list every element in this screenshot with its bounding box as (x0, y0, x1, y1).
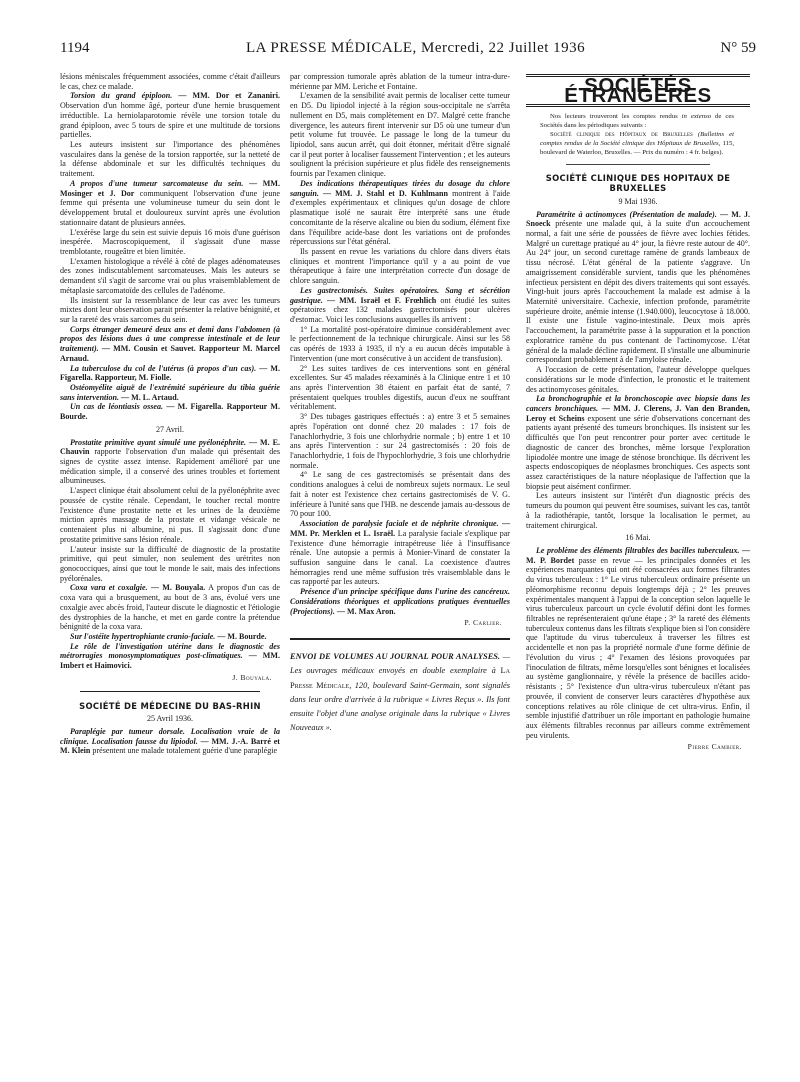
column-3 (526, 72, 750, 758)
notice-bulletin: (Bulletins et comptes rendus de la Société clinique des Hôpitaux de Bruxelles, (540, 131, 735, 147)
article-title: Paraplégie par tumeur dorsale. Localisation vraie de la clinique. Localisation fausse du lipiodol. (60, 727, 280, 746)
article-authors: — M. Figarella. Rapporteur, M. Fiolle. (60, 363, 280, 383)
notice-emphasis: in extenso (681, 113, 712, 121)
article-title: Ostéomyélite aiguë de l'extrémité supérieure du tibia guérie sans intervention. (60, 383, 280, 402)
article-authors: — M. Max Aron. (336, 606, 396, 616)
envoi-text: — Les ouvrages médicaux envoyés en double exemplaire à (290, 651, 511, 676)
article-title: A propos d'une tumeur sarcomateuse du sein. (70, 178, 244, 188)
paragraph: Les auteurs insistent sur l'intérêt d'un diagnostic précis des tumeurs du poumon qui peuvent être soumises, suivant les cas, tantôt à la radiothérapie, tantôt, lorsque la localisation le permet, au traitement chirurgical. (526, 491, 750, 530)
notice-text: Nos lecteurs trouveront les comptes rendus (550, 113, 678, 121)
section-title: SOCIÉTÉS ÉTRANGÈRES (526, 74, 750, 107)
paragraph: 3° Des tubages gastriques effectués : a) entre 3 et 5 semaines après l'opération ont donné chez 20 malades : 17 fois de l'anachlorhydrie, 3 fois une chlorhydrie normale ; b) entre 1 et 10 ans après l'intervention : sur 24 gastrectomisés : 20 fois de l'anachlorhydrie, 1 fois de l'hypochlorhydrie, 3 fois une chlorhydrie normale. (290, 412, 510, 470)
article-tuberculose-col (60, 364, 280, 383)
article-osteomyelite (60, 383, 280, 402)
article-bronchographie (526, 394, 750, 491)
journal-name: La Presse Médicale (290, 666, 510, 690)
signature: P. Carlier. (464, 618, 502, 628)
article-authors: — MM. Mosinger et J. Dor (60, 178, 280, 198)
article-authors: — MM. Dor et Zananiri. (178, 91, 280, 101)
article-elements-filtrables (526, 546, 750, 740)
paragraph: 4° Le sang de ces gastrectomisés se présentait dans des conditions analogues à celui de nombreux sujets normaux. Le seul fait à noter est l'existence chez certains gastrectomisés de V. G. inférieure à l'unité sans que l'HB. ne descende jamais au-dessous de 70 pour 100. (290, 470, 510, 519)
page-number: 1194 (60, 40, 90, 56)
paragraph: Les auteurs insistent sur l'importance des phénomènes vasculaires dans la genèse de la torsion rapportée, sur la netteté de la défense abdominale et sur les difficultés techniques du traitement. (60, 140, 280, 179)
paragraph: Ils passent en revue les variations du chlore dans divers états cliniques et montrent l'importance qu'il y a au point de vue thérapeutique à faire une interprétation correcte d'un dosage de chlore sanguin. (290, 246, 510, 286)
article-osteite (60, 632, 280, 642)
article-sarcome (60, 179, 280, 228)
session-date: 27 Avril. (155, 424, 184, 434)
article-paraplegie (60, 727, 280, 756)
paragraph: 2° Les suites tardives de ces interventions sont en général excellentes. Sur 45 malades réexaminés à la Clinique entre 1 et 10 ans après l'intervention 38 étaient en parfait état de santé, 7 présentaient quelques troubles digestifs, aucun d'eux ne souffrant véritablement. (290, 363, 510, 412)
paragraph: L'aspect clinique était absolument celui de la pyélonéphrite avec poussée de cystite rénale. Cependant, le toucher rectal montre l'existence d'une prostatite nette et les urines de la deuxième miction après massage de la prostate et vidange vésicale ne contenaient plus ni albumine, ni pus. Il s'agissait donc d'une prostatite primitive sans lésion rénale. (60, 486, 280, 544)
article-title: La bronchographie et la bronchoscopie avec biopsie dans les cancers bronchiques. (526, 394, 750, 413)
article-authors: — M. Figarella. Rapporteur M. Bourde. (60, 402, 281, 422)
paragraph: 1° La mortalité post-opératoire diminue considérablement avec le perfectionnement de la technique chirurgicale. Ainsi sur les 58 cas opérés de 1933 à 1935, il n'y a eu aucun décès imputable à l'intervention (une mort consécutive à un accident de transfusion). (290, 324, 510, 363)
article-authors: — MM. J. Clerens, J. Van den Branden, Leroy et Scheins (526, 403, 750, 423)
society-heading: SOCIÉTÉ DE MÉDECINE DU BAS-RHIN (79, 700, 261, 711)
article-authors: — M. P. Bordet (526, 546, 751, 565)
article-authors: — M. L. Artaud. (121, 392, 179, 402)
article-authors: — MM. Imbert et Haimovici. (60, 651, 280, 671)
article-title: Sur l'ostéite hypertrophiante cranio-faciale. (70, 631, 216, 641)
subscription-notice (526, 113, 750, 157)
signature: J. Bouyala. (232, 672, 272, 682)
envoi-title: ENVOI DE VOLUMES AU JOURNAL POUR ANALYSES. (290, 651, 501, 661)
article-authors: — MM. J. Stahl et D. Kuhlmann (322, 188, 448, 198)
article-title: Les gastrectomisés. Suites opératoires. Sang et sécrétion gastrique. (290, 285, 510, 305)
page-header (60, 40, 756, 60)
session-date: 25 Avril 1936. (146, 714, 194, 724)
article-paralysie-faciale (290, 519, 510, 587)
notice-line (540, 113, 734, 131)
article-text: passe en revue — les principales données et les expériences marquantes qui ont été consacrées aux formes filtrantes du virus tuberculeux : 1° Le virus tuberculeux ordinaire présente un pléomorphisme reconnu depuis longtemps déjà ; 2° les preuves expérimentales manquent à l'appui de la conception selon laquelle le virus tuberculeux parcourt un cycle évolutif défini dont les formes filtrables ne représenteraient qu'une étape ; 3° la rareté des éléments tuberculeux contenus dans les filtrats s'explique bien si l'on considère que l'aptitude du virus tuberculeux à traverser les filtres est accidentelle et non pas la propriété normale d'une forme définie de l'évolution du virus ; 4° l'examen des lésions provoquées par l'inoculation de filtrats, même lorsqu'elles sont bénignes et localisées au système ganglionnaire, y révèle la présence de bacilles acido-résistants ; 5° l'existence d'un ultra-virus tuberculeux n'étant pas prouvée, il convient de conserver leurs caractères d'hypothèse aux conceptions relatives au rôle clinique de cet ultra-virus. Enfin, il semble injustifié d'attribuer un rôle important en pathologie humaine aux éléments filtrables reconnus par ailleurs comme extrêmement peu virulents. (526, 555, 750, 740)
article-text: A propos d'un cas de coxa vara qui a brusquement, au bout de 3 ans, évolué vers une coxalgie avec abcès froid, l'auteur discute le diagnostic et l'étiologie des dystrophies de la hanche, et met en garde contre la prétendue bénignité de la coxa vara. (60, 583, 280, 632)
article-title: Prostatite primitive ayant simulé une pyélonéphrite. (70, 437, 247, 447)
section-divider (290, 638, 510, 640)
article-principe-specifique (290, 587, 510, 616)
society-heading: SOCIÉTÉ CLINIQUE DES HOPITAUX DE BRUXELLES (545, 173, 731, 194)
article-text: Observation d'un homme âgé, porteur d'une hernie brusquement irréductible. La herniolaparotomie révèle une torsion totale du grand épiploon, avec 5 tours de spire et une multitude de torsions partielles. (60, 101, 280, 140)
article-corps-etranger (60, 325, 280, 364)
envoi-notice (290, 650, 510, 736)
notice-society: Société clinique des Hôpitaux de Bruxelles (550, 131, 693, 139)
article-text: ont étudié les suites opératoires chez 132 malades gastrectomisés pour ulcères d'estomac. Voici les conclusions auxquelles ils arrivent : (290, 295, 510, 324)
article-text: communiquent l'observation d'une jeune femme qui présenta une volumineuse tumeur du sein dont le développement brutal et douloureux survint après une évolution stationnaire datant de plusieurs années. (60, 188, 280, 227)
article-title: Corps étranger demeuré deux ans et demi dans l'abdomen (à propos des lésions dues à une compresse intestinale et de leur traitement). (60, 324, 280, 354)
paragraph: L'exérèse large du sein est suivie depuis 16 mois d'une guérison inespérée. Macroscopiquement, il s'agissait d'une masse tremblotante, rougeâtre et bien limitée. (60, 227, 280, 256)
issue-number: N° 59 (720, 40, 756, 56)
notice-line (540, 131, 734, 157)
paragraph: lésions méniscales fréquemment associées, comme c'était d'ailleurs le cas, chez ce malade. (60, 72, 280, 91)
article-authors: — MM. J.-A. Barré et M. Klein (60, 736, 280, 756)
notice-text: de ces Sociétés dans les périodiques suivants : (540, 113, 734, 130)
paragraph: L'examen de la sensibilité avait permis de localiser cette tumeur en D5. Du lipiodol injecté à la région sous-occipitale ne s'arrêta nullement en D5, mais complètement en D7. Malgré cette franche divergence, les auteurs firent intervenir sur D5 où une tumeur d'un petit volume fut trouvée. Le passage le long de la tumeur du lipiodol, sans aucun arrêt, qui doit étonner, méritait d'être signalé car il peut porter à localiser faussement l'intervention ; et les auteurs soulignent la précision supérieure et plus fidèle des renseignements fournis par l'examen clinique. (290, 91, 510, 179)
article-prostatite (60, 438, 280, 487)
article-torsion (60, 91, 280, 140)
article-authors: — M. Bouyala. (150, 583, 206, 593)
paragraph: par compression tumorale après ablation de la tumeur intra-dure-mérienne par MM. Leriche et Fontaine. (290, 72, 510, 91)
article-authors: — M. J. Snoeck (526, 209, 751, 229)
article-coxa-vara (60, 583, 280, 632)
article-leontiasis (60, 402, 280, 421)
paragraph: L'examen histologique a révélé à côté de plages adénomateuses des zones indiscutablement sarcomateuses. Mais les auteurs se demandent s'il s'agit de sarcome vrai ou plus vraisemblablement de métaplasie sarcomatoïde des cellules de l'adénome. (60, 256, 280, 295)
article-text: La paralysie faciale s'explique par l'existence d'une hémorragie intrapétreuse liée à l'insuffisance rénale. Une autopsie a permis à Monier-Vinard de constater la suffusion sanguine dans le canal. La coexistence d'autres hémorragies rend une même suffusion très vraisemblable dans le cas rapporté par les auteurs. (290, 528, 510, 587)
article-title: Le problème des éléments filtrables des bacilles tuberculeux. (536, 546, 740, 556)
column-1 (60, 72, 280, 756)
paragraph: A l'occasion de cette présentation, l'auteur développe quelques considérations sur le mode d'infection, le pronostic et le traitement des actinomycoses génitales. (526, 365, 750, 394)
article-title: Torsion du grand épiploon. (70, 91, 173, 101)
session-date: 16 Mai. (625, 533, 651, 543)
session-date: 9 Mai 1936. (618, 196, 658, 206)
article-parametrite (526, 210, 750, 366)
section-divider (80, 691, 260, 692)
article-chlore (290, 179, 510, 247)
article-text: montrent à l'aide d'exemples expérimentaux et cliniques qu'un dosage de chlore plasmatique isolé ne saurait être interprété sans une étude concomitante de la réserve alcaline ou bien du sodium, élément fixe dans l'équilibre acide-base dont les variations ont de profondes répercussions sur l'état général. (290, 188, 510, 247)
article-title: Un cas de léontiasis ossea. (70, 402, 163, 412)
article-title: Des indications thérapeutiques tirées du dosage du chlore sanguin. (290, 178, 510, 198)
signature: Pierre Cambier. (687, 742, 742, 752)
paragraph: Ils insistent sur la ressemblance de leur cas avec les tumeurs mixtes dont leur observation parait présenter la relative bénignité, et sur la rareté des vrais sarcomes du sein. (60, 295, 280, 324)
section-divider (566, 164, 710, 165)
article-authors: — M. Bourde. (217, 631, 267, 641)
article-authors: — MM. Cousin et Sauvet. Rapporteur M. Marcel Arnaud. (60, 344, 280, 363)
article-authors: — MM. Israël et F. Frœhlich (327, 295, 437, 305)
paragraph: L'auteur insiste sur la difficulté de diagnostic de la prostatite primitive, qui peut simuler, non seulement des urétrites non gonococciques, ainsi que tout le monde le sait, mais des infections pyélorénales. (60, 544, 280, 583)
article-authors: — MM. Pr. Merklen et L. Israël. (290, 519, 510, 538)
journal-title: LA PRESSE MÉDICALE, Mercredi, 22 Juillet 1936 (246, 40, 586, 56)
article-authors: — M. E. Chauvin (60, 437, 280, 457)
article-title: Présence d'un principe spécifique dans l'urine des cancéreux. Considérations théoriques et applications pratiques éventuelles (Projections). (290, 587, 510, 616)
article-title: Paramétrite à actinomyces (Présentation de malade). (536, 209, 717, 219)
article-text: rapporte l'observation d'un malade qui présentait des signes de cystite assez intense. Rapidement amélioré par une médication simple, il a conservé des urines troubles et fortement albumineuses. (60, 447, 281, 486)
article-title: Association de paralysie faciale et de néphrite chronique. (300, 519, 499, 529)
article-text: présente une malade qui, à la suite d'un accouchement normal, a fait une série de poussées de fièvre avec lochies fétides. Malgré un curettage pratiqué au 4° jour, la fièvre reste autour de 40°. Au 24° jour, un second curettage ramène de grands lambeaux de tissu nécrosé. L'état général de la patiente s'aggrave. Un amaigrissement considérable survient, tandis que les phénomènes infectieux persistent en dépit des divers traitements qui sont essayés. Vingt-huit jours après l'accouchement la malade est admise à la Maternité universitaire. Cachexie, infection profonde, paramétrite supérieure droite, anémie intense (1.940.000), leucocytose à 18.000. Il existe une fistule vagino-intestinale. Deux mois après l'accouchement, la paramétrite passe à la suppuration et la ponction exploratrice ramène du pus contenant de l'actinomycose. L'état général de la malade décline rapidement. Il s'installe une albuminurie correspondant probablement à de l'amyloïse rénale. (526, 219, 750, 365)
article-investigation-uterine (60, 642, 280, 671)
article-title: Coxa vara et coxalgie. (70, 583, 148, 593)
notice-address: 115, boulevard de Waterloo, Bruxelles. — Prix du numéro : 4 fr. belges). (540, 139, 735, 156)
article-title: Le rôle de l'investigation utérine dans le diagnostic des métrorragies monosymptomatiques post-climatiques. (60, 641, 280, 661)
article-title: La tuberculose du col de l'utérus (à propos d'un cas). (70, 363, 257, 373)
article-text: exposent une série d'observations concernant des patients ayant présenté des tumeurs bronchiques. Ils insistent sur les difficultés que l'on peut rencontrer pour porter avec certitude le diagnostic de cancer des bronches, même lorsque l'exploration lipiodolée montre une image de sténose bronchique. Ils décrivent les aspects endoscopiques de néoplasmes bronchiques. Ces aspects sont assez caractéristiques de la nature néoplasique de l'affection que la biopsie peut aisément confirmer. (526, 413, 751, 491)
column-2 (290, 72, 510, 736)
envoi-text-2: , 120, boulevard Saint-Germain, sont signalés dans leur ordre d'arrivée à la rubrique « Livres Reçus ». Ils font ensuite l'objet d'une analyse originale dans la rubrique « Livres Nouveaux ». (290, 680, 510, 733)
article-gastrectomises (290, 286, 510, 325)
article-text: présentent une malade totalement guérie d'une paraplégie (92, 746, 278, 756)
